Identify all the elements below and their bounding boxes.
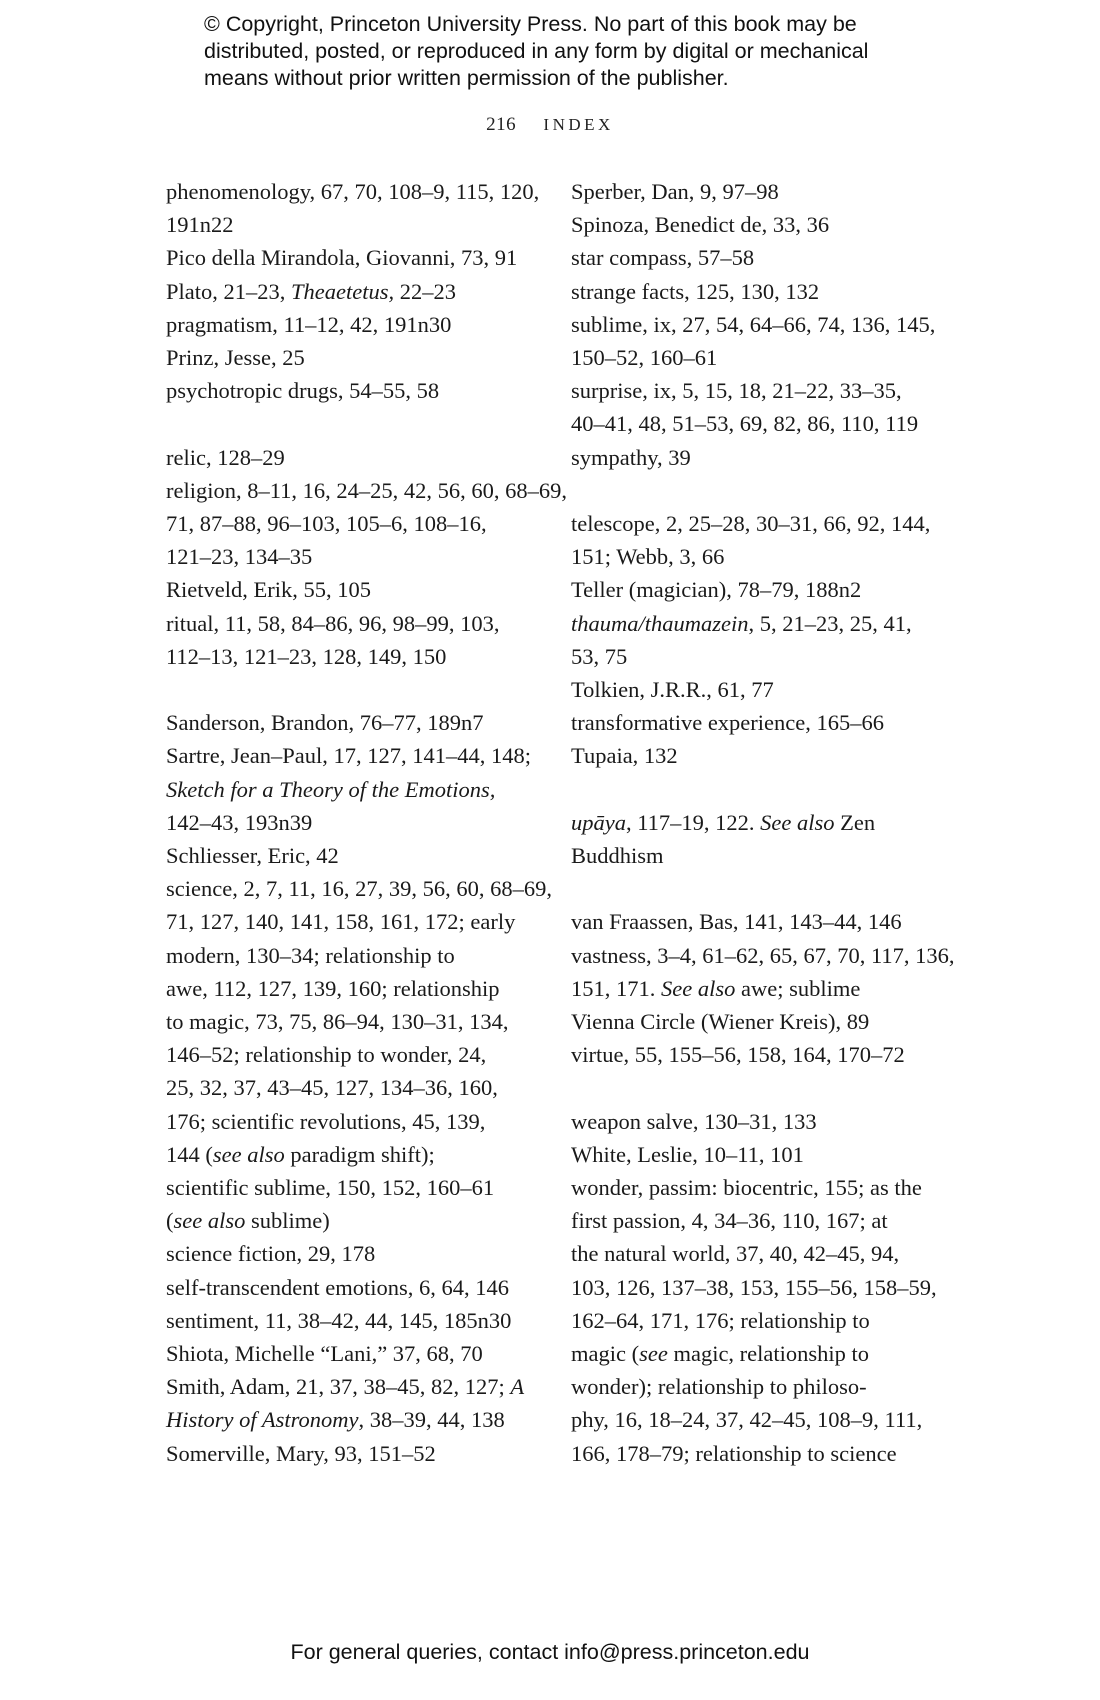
index-entry-line: transformative experience, 165–66 xyxy=(571,710,885,736)
index-entry xyxy=(571,1105,951,1138)
index-entry-line: 142–43, 193n39 xyxy=(166,809,313,835)
index-entry xyxy=(571,308,951,374)
index-entry-line: star compass, 57–58 xyxy=(571,245,755,271)
index-entry-line: telescope, 2, 25–28, 30–31, 66, 92, 144, xyxy=(571,511,931,537)
index-entry xyxy=(571,175,951,208)
index-entry xyxy=(571,1005,951,1038)
index-entry xyxy=(571,573,951,606)
index-entry xyxy=(166,275,546,308)
index-entry-line: 151, 171. See also awe; sublime xyxy=(571,975,861,1001)
index-entry xyxy=(571,939,955,1005)
index-entry-line: strange facts, 125, 130, 132 xyxy=(571,278,820,304)
index-entry-line: Pico della Mirandola, Giovanni, 73, 91 xyxy=(166,245,518,271)
index-entry-line: magic (see magic, relationship to xyxy=(571,1341,870,1367)
index-entry xyxy=(571,241,951,274)
index-entry-line: first passion, 4, 34–36, 110, 167; at xyxy=(571,1208,888,1234)
index-entry-line: vastness, 3–4, 61–62, 65, 67, 70, 117, 136, xyxy=(571,942,955,968)
index-entry-line: phy, 16, 18–24, 37, 42–45, 108–9, 111, xyxy=(571,1407,923,1433)
index-entry-line: awe, 112, 127, 139, 160; relationship xyxy=(166,975,500,1001)
index-entry-line: Smith, Adam, 21, 37, 38–45, 82, 127; A xyxy=(166,1374,525,1400)
index-entry xyxy=(166,474,568,574)
index-entry-line: 121–23, 134–35 xyxy=(166,544,313,570)
index-entry-line: 71, 87–88, 96–103, 105–6, 108–16, xyxy=(166,511,487,537)
italic-text: see xyxy=(639,1341,668,1367)
index-entry xyxy=(571,905,951,938)
page-number: 216 xyxy=(486,114,517,135)
index-entry xyxy=(571,208,951,241)
index-entry xyxy=(166,573,546,606)
index-entry-line: the natural world, 37, 40, 42–45, 94, xyxy=(571,1241,900,1267)
index-entry-line: self-transcendent emotions, 6, 64, 146 xyxy=(166,1274,510,1300)
index-entry xyxy=(166,308,546,341)
index-entry-line: Prinz, Jesse, 25 xyxy=(166,345,305,371)
index-entry-line: science fiction, 29, 178 xyxy=(166,1241,376,1267)
index-entry xyxy=(571,275,951,308)
index-entry xyxy=(571,1038,951,1071)
index-entry-line: wonder); relationship to philoso- xyxy=(571,1374,867,1400)
index-entry-line: 146–52; relationship to wonder, 24, xyxy=(166,1042,487,1068)
index-entry-line: pragmatism, 11–12, 42, 191n30 xyxy=(166,311,452,337)
index-entry-line: Plato, 21–23, Theaetetus, 22–23 xyxy=(166,278,456,304)
index-entry-line: thauma/thaumazein, 5, 21–23, 25, 41, xyxy=(571,610,912,636)
index-entry-line: 112–13, 121–23, 128, 149, 150 xyxy=(166,643,447,669)
index-entry-line: Schliesser, Eric, 42 xyxy=(166,843,339,869)
index-entry-line: (see also sublime) xyxy=(166,1208,330,1234)
index-entry-line: sublime, ix, 27, 54, 64–66, 74, 136, 145, xyxy=(571,311,936,337)
index-entry-line: 162–64, 171, 176; relationship to xyxy=(571,1307,870,1333)
index-entry xyxy=(166,374,546,407)
italic-text: upāya xyxy=(571,809,626,835)
copyright-line: © Copyright, Princeton University Press. No part of this book may be xyxy=(204,12,857,36)
index-entry-line: 53, 75 xyxy=(571,643,628,669)
index-entry xyxy=(166,1304,546,1337)
index-entry-line: 71, 127, 140, 141, 158, 161, 172; early xyxy=(166,909,516,935)
index-entry-line: sympathy, 39 xyxy=(571,444,691,470)
index-entry-line: 166, 178–79; relationship to science xyxy=(571,1440,897,1466)
index-entry-line: Shiota, Michelle “Lani,” 37, 68, 70 xyxy=(166,1341,483,1367)
index-entry-line: religion, 8–11, 16, 24–25, 42, 56, 60, 68–69, xyxy=(166,477,568,503)
index-entry-line: Sartre, Jean–Paul, 17, 127, 141–44, 148; xyxy=(166,743,531,769)
index-entry-line: 176; scientific revolutions, 45, 139, xyxy=(166,1108,486,1134)
index-entry-line: upāya, 117–19, 122. See also Zen xyxy=(571,809,876,835)
italic-text: see also xyxy=(173,1208,246,1234)
index-entry xyxy=(166,1437,546,1470)
index-entry xyxy=(166,341,546,374)
index-entry xyxy=(571,441,951,474)
index-entry-line: Rietveld, Erik, 55, 105 xyxy=(166,577,371,603)
index-entry xyxy=(166,441,546,474)
copyright-line: distributed, posted, or reproduced in any form by digital or mechanical xyxy=(204,39,869,63)
index-entry xyxy=(166,241,546,274)
index-entry xyxy=(166,706,546,739)
index-entry xyxy=(571,806,951,872)
index-column-right xyxy=(571,175,955,1470)
index-entry-line: White, Leslie, 10–11, 101 xyxy=(571,1141,804,1167)
index-entry-line: Tupaia, 132 xyxy=(571,743,678,769)
index-entry-line: Sanderson, Brandon, 76–77, 189n7 xyxy=(166,710,484,736)
index-column-left xyxy=(166,175,568,1470)
index-entry-line: surprise, ix, 5, 15, 18, 21–22, 33–35, xyxy=(571,378,902,404)
index-entry xyxy=(571,739,951,772)
index-entry-line: ritual, 11, 58, 84–86, 96, 98–99, 103, xyxy=(166,610,500,636)
index-entry-line: wonder, passim: biocentric, 155; as the xyxy=(571,1175,922,1201)
index-entry-line: science, 2, 7, 11, 16, 27, 39, 56, 60, 68–69, xyxy=(166,876,552,902)
index-entry xyxy=(166,1337,546,1370)
index-entry-line: Somerville, Mary, 93, 151–52 xyxy=(166,1440,436,1466)
index-entry xyxy=(571,1171,951,1470)
index-entry-line: Tolkien, J.R.R., 61, 77 xyxy=(571,677,774,703)
index-entry xyxy=(166,607,546,673)
footer-contact: For general queries, contact info@press.princeton.edu xyxy=(290,1640,810,1664)
index-entry xyxy=(571,1138,951,1171)
index-entry-line: van Fraassen, Bas, 141, 143–44, 146 xyxy=(571,909,902,935)
running-head xyxy=(0,114,1100,136)
italic-text: History of Astronomy xyxy=(166,1407,359,1433)
italic-text: Sketch for a Theory of the Emotions, xyxy=(166,776,496,802)
index-entry-line: Vienna Circle (Wiener Kreis), 89 xyxy=(571,1009,870,1035)
index-entry-line: Sperber, Dan, 9, 97–98 xyxy=(571,179,779,204)
index-entry xyxy=(571,507,951,573)
index-entry-line: modern, 130–34; relationship to xyxy=(166,942,455,968)
index-entry-line: Teller (magician), 78–79, 188n2 xyxy=(571,577,862,603)
index-entry-line xyxy=(166,773,546,806)
index-entry xyxy=(571,374,951,440)
index-entry-line: Buddhism xyxy=(571,843,664,869)
index-entry xyxy=(571,607,951,673)
copyright-line: means without prior written permission of the publisher. xyxy=(204,66,729,90)
index-entry-line: 40–41, 48, 51–53, 69, 82, 86, 110, 119 xyxy=(571,411,919,437)
index-entry-line: 151; Webb, 3, 66 xyxy=(571,544,725,570)
index-entry-line: 25, 32, 37, 43–45, 127, 134–36, 160, xyxy=(166,1075,498,1101)
italic-text: See also xyxy=(661,975,736,1001)
index-entry xyxy=(571,673,951,706)
index-entry-line: sentiment, 11, 38–42, 44, 145, 185n30 xyxy=(166,1307,512,1333)
index-entry xyxy=(166,872,552,1237)
index-entry xyxy=(166,175,546,241)
copyright-notice xyxy=(204,11,964,92)
index-entry-line: Spinoza, Benedict de, 33, 36 xyxy=(571,212,830,238)
index-entry-line: History of Astronomy, 38–39, 44, 138 xyxy=(166,1407,505,1433)
index-entry-line: relic, 128–29 xyxy=(166,444,285,470)
index-entry xyxy=(571,706,951,739)
index-entry-line: to magic, 73, 75, 86–94, 130–31, 134, xyxy=(166,1009,509,1035)
index-entry-line: 144 (see also paradigm shift); xyxy=(166,1141,435,1167)
index-entry xyxy=(166,739,546,839)
index-entry xyxy=(166,1237,546,1270)
index-entry-line: phenomenology, 67, 70, 108–9, 115, 120, xyxy=(166,179,540,204)
index-entry xyxy=(166,839,546,872)
index-entry-line: scientific sublime, 150, 152, 160–61 xyxy=(166,1175,495,1201)
italic-text: A xyxy=(510,1374,525,1400)
index-entry-line: virtue, 55, 155–56, 158, 164, 170–72 xyxy=(571,1042,905,1068)
italic-text: see also xyxy=(212,1141,285,1167)
italic-text: thauma/thaumazein xyxy=(571,610,749,636)
index-entry-line: weapon salve, 130–31, 133 xyxy=(571,1108,817,1134)
index-entry-line: 191n22 xyxy=(166,212,234,238)
section-title: INDEX xyxy=(543,115,614,134)
index-entry-line: 150–52, 160–61 xyxy=(571,345,718,371)
index-entry xyxy=(166,1271,546,1304)
italic-text: See also xyxy=(760,809,835,835)
italic-text: Theaetetus, xyxy=(291,278,395,304)
index-entry xyxy=(166,1370,546,1436)
index-entry-line: 103, 126, 137–38, 153, 155–56, 158–59, xyxy=(571,1274,937,1300)
index-entry-line: psychotropic drugs, 54–55, 58 xyxy=(166,378,440,404)
